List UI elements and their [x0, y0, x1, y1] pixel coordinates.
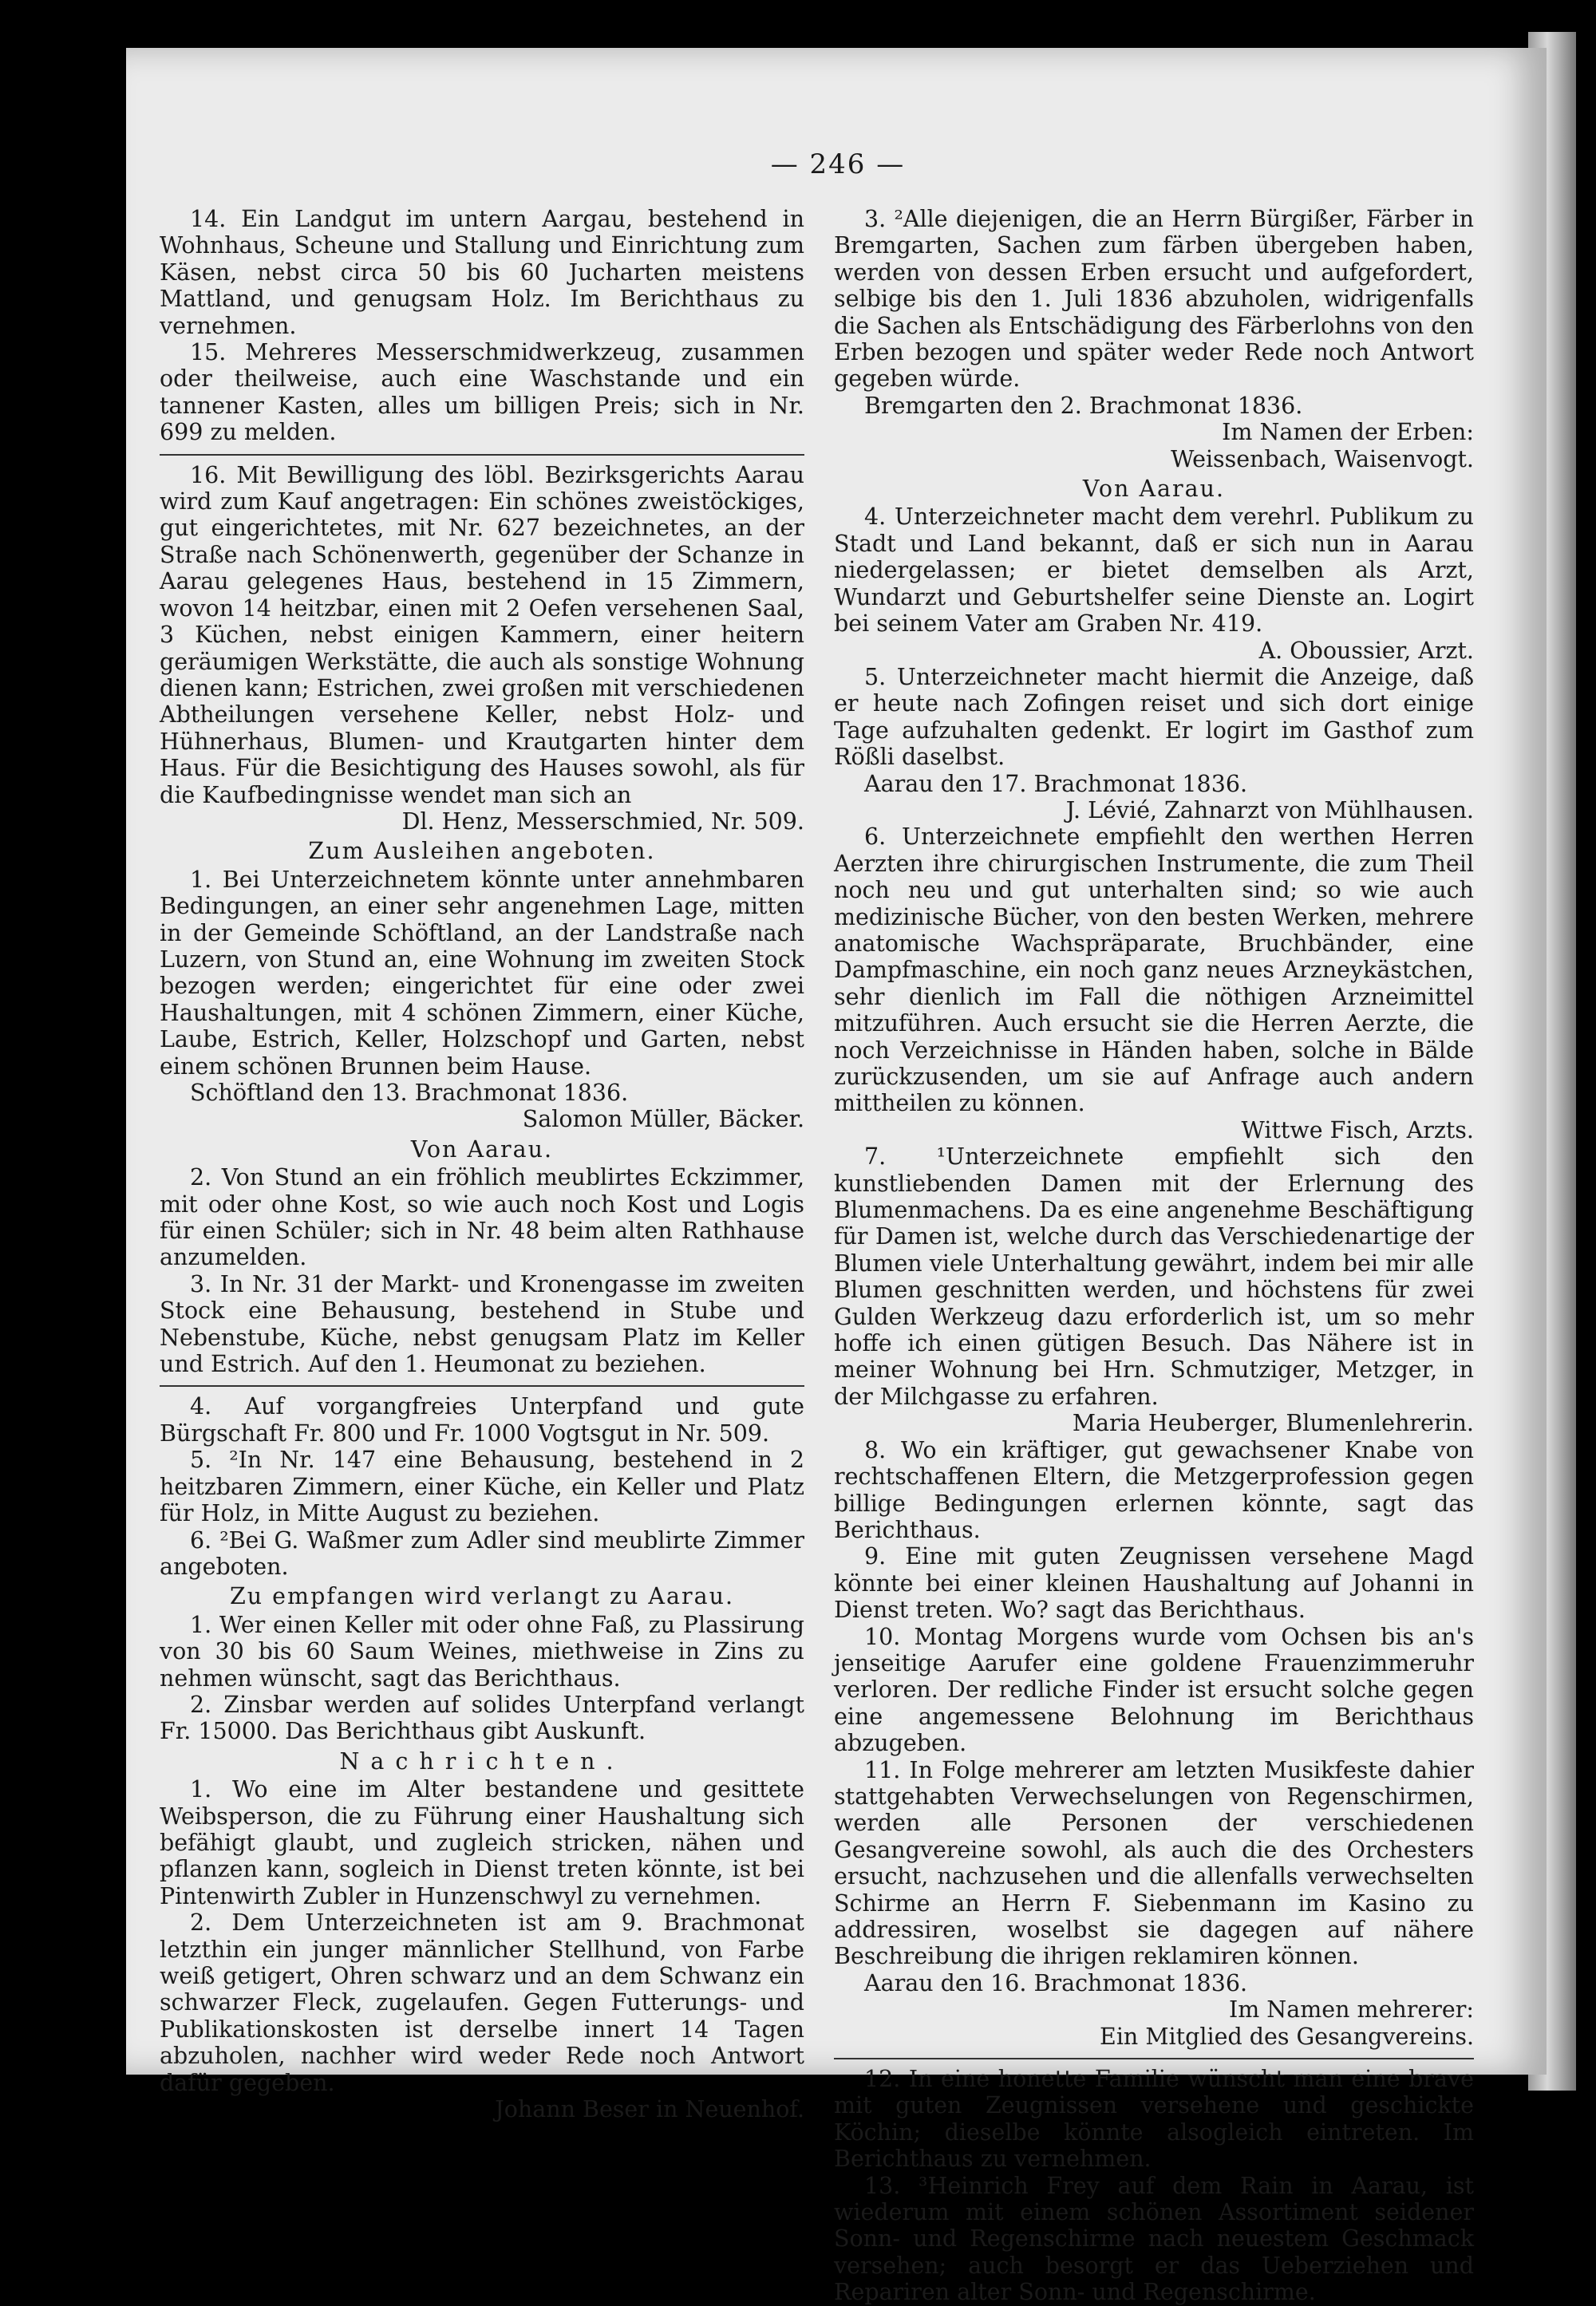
- news-7-signature: Maria Heuberger, Blumenlehrerin.: [1072, 1410, 1474, 1437]
- news-4-signature: A. Oboussier, Arzt.: [1258, 637, 1474, 664]
- news-11-date: Aarau den 16. Brachmonat 1836.: [864, 1969, 1248, 1996]
- news-item-13: 13. ³Heinrich Frey auf dem Rain in Aarau, ist wiederum mit einem schönen Assortiment seidener Sonn- und Regenschirme nach neuestem Geschmack versehen; auch besorgt er das Ueberziehen und Repariren alter Sonn- und Regenschirme.: [834, 2172, 1474, 2306]
- section-heading-lend: Zum Ausleihen angeboten.: [308, 838, 656, 865]
- news-item-5: 5. Unterzeichneter macht hiermit die Anzeige, daß er heute nach Zofingen reiset und sich dort einige Tage aufzuhalten gedenkt. Er logirt im Gasthof zum Rößli daselbst.: [834, 663, 1474, 771]
- ad-16-signature: Dl. Henz, Messerschmied, Nr. 509.: [401, 807, 804, 835]
- lend-item-5: 5. ²In Nr. 147 eine Behausung, bestehend in 2 heitzbaren Zimmern, einer Küche, ein Keller und Platz für Holz, in Mitte August zu beziehen.: [160, 1447, 804, 1527]
- lend-1-signature: Salomon Müller, Bäcker.: [522, 1106, 804, 1133]
- news-item-2: 2. Dem Unterzeichneten ist am 9. Brachmonat letzthin ein junger männlicher Stellhund, von Farbe weiß getigert, Ohren schwarz und an dem Schwanz ein schwarzer Fleck, zugelaufen. Gegen Futterungs- und Publikationskosten ist derselbe innert 14 Tagen abzuholen, nachher wird weder Rede noch Antwort dafür gegeben.: [160, 1909, 804, 2096]
- lend-item-6: 6. ²Bei G. Waßmer zum Adler sind meublirte Zimmer angeboten.: [160, 1526, 804, 1580]
- news-item-1: 1. Wo eine im Alter bestandene und gesittete Weibsperson, die zu Führung einer Haushaltung sich befähigt glaubt, und zugleich stricken, nähen und pflanzen kann, sogleich in Dienst treten könnte, ist bei Pintenwirth Zubler in Hunzenschwyl zu vernehmen.: [160, 1776, 804, 1909]
- news-item-12: 12. In eine honette Familie wünscht man eine brave mit guten Zeugnissen versehene und geschickte Köchin; dieselbe könnte alsogleich eintreten. Im Berichthaus zu vernehmen.: [834, 2066, 1474, 2173]
- news-item-8: 8. Wo ein kräftiger, gut gewachsener Knabe von rechtschaffenen Eltern, die Metzgerprofession gegen billige Bedingungen erlernen könnte, sagt das Berichthaus.: [834, 1436, 1474, 1543]
- section-heading-borrow: Zu empfangen wird verlangt zu Aarau.: [229, 1583, 735, 1610]
- news-item-3: 3. ²Alle diejenigen, die an Herrn Bürgißer, Färber in Bremgarten, Sachen zum färben übergeben haben, werden von dessen Erben ersucht und aufgefordert, selbige bis den 1. Juli 1836 abzuholen, widrigenfalls die Sachen als Entschädigung des Färberlohns von den Erben bezogen und später weder Rede noch Antwort gegeben würde.: [834, 206, 1474, 393]
- divider-rule: [160, 454, 804, 456]
- left-column: [160, 206, 804, 2122]
- page-number: — 246 —: [770, 148, 906, 180]
- news-5-date: Aarau den 17. Brachmonat 1836.: [864, 770, 1248, 797]
- news-item-7: 7. ¹Unterzeichnete empfiehlt sich den kunstliebenden Damen mit der Erlernung des Blumenmachens. Da es eine angenehme Beschäftigung für Damen ist, welche durch das Verschiedenartige der Blumen viele Unterhaltung gewährt, indem bei mir alle Blumen geschnitten werden, und höchstens für zwei Gulden Werkzeug dazu erforderlich ist, um so mehr hoffe ich einen gütigen Besuch. Das Nähere ist in meiner Wohnung bei Hrn. Schmutziger, Metzger, in der Milchgasse zu erfahren.: [834, 1143, 1474, 1410]
- news-3-date: Bremgarten den 2. Brachmonat 1836.: [864, 392, 1303, 419]
- section-heading-news: Nachrichten.: [339, 1747, 625, 1775]
- subheading-from-aarau: Von Aarau.: [1082, 476, 1226, 503]
- news-3-signature-line-1: Im Namen der Erben:: [1222, 419, 1474, 446]
- news-item-6: 6. Unterzeichnete empfiehlt den werthen Herren Aerzten ihre chirurgischen Instrumente, die zum Theil noch neu und gut unterhalten sind; so wie auch medizinische Bücher, von den besten Werken, mehrere anatomische Wachspräparate, Bruchbänder, eine Dampfmaschine, ein noch ganz neues Arzneykästchen, sehr dienlich im Fall die nöthigen Arzneimittel mitzuführen. Auch ersucht sie die Herren Aerzte, die noch Verzeichnisse in Händen haben, solche in Bälde zurückzusenden, um sie auf Anfrage auch andern mittheilen zu können.: [834, 823, 1474, 1117]
- news-item-11: 11. In Folge mehrerer am letzten Musikfeste dahier stattgehabten Verwechselungen von Regenschirmen, werden alle Personen der verschiedenen Gesangvereine sowohl, als auch die des Orchesters ersucht, nachzusehen und die allenfalls verwechselten Schirme an Herrn F. Siebenmann im Kasino zu addressiren, woselbst sie dagegen auf nähere Beschreibung die ihrigen reklamiren können.: [834, 1756, 1474, 1970]
- lend-item-2: 2. Von Stund an ein fröhlich meublirtes Eckzimmer, mit oder ohne Kost, so wie auch noch Kost und Logis für einen Schüler; sich in Nr. 48 beim alten Rathhause anzumelden.: [160, 1164, 804, 1271]
- ad-item-16: 16. Mit Bewilligung des löbl. Bezirksgerichts Aarau wird zum Kauf angetragen: Ein schönes zweistöckiges, gut eingerichtetes, mit Nr. 627 bezeichnetes, an der Straße nach Schönenwerth, gegenüber der Schanze in Aarau gelegenes Haus, bestehend in 15 Zimmern, wovon 14 heitzbar, einen mit 2 Oefen versehenen Saal, 3 Küchen, nebst einigen Kammern, einer heitern geräumigen Werkstätte, die auch als sonstige Wohnung dienen kann; Estrichen, zwei großen mit verschiedenen Abtheilungen versehene Keller, nebst Holz- und Hühnerhaus, Blumen- und Krautgarten hinter dem Haus. Für die Besichtigung des Hauses sowohl, als für die Kaufbedingnisse wendet man sich an: [160, 461, 804, 808]
- news-6-signature: Wittwe Fisch, Arzts.: [1241, 1116, 1474, 1143]
- ad-item-15: 15. Mehreres Messerschmidwerkzeug, zusammen oder theilweise, auch eine Waschstande und ein tannener Kasten, alles um billigen Preis; sich in Nr. 699 zu melden.: [160, 339, 804, 446]
- news-3-signature-line-2: Weissenbach, Waisenvogt.: [1171, 445, 1474, 472]
- news-item-4: 4. Unterzeichneter macht dem verehrl. Publikum zu Stadt und Land bekannt, daß er sich nun in Aarau niedergelassen; er bietet demselben als Arzt, Wundarzt und Geburtshelfer seine Dienste an. Logirt bei seinem Vater am Graben Nr. 419.: [834, 503, 1474, 638]
- divider-rule: [834, 2058, 1474, 2059]
- news-item-9: 9. Eine mit guten Zeugnissen versehene Magd könnte bei einer kleinen Haushaltung auf Johanni in Dienst treten. Wo? sagt das Berichthaus.: [834, 1543, 1474, 1624]
- subheading-from-aarau: Von Aarau.: [410, 1135, 554, 1163]
- lend-item-4: 4. Auf vorgangfreies Unterpfand und gute Bürgschaft Fr. 800 und Fr. 1000 Vogtsgut in Nr. 509.: [160, 1393, 804, 1447]
- borrow-item-2: 2. Zinsbar werden auf solides Unterpfand verlangt Fr. 15000. Das Berichthaus gibt Auskunft.: [160, 1691, 804, 1745]
- news-5-signature: J. Lévié, Zahnarzt von Mühlhausen.: [1065, 796, 1474, 823]
- lend-1-date: Schöftland den 13. Brachmonat 1836.: [190, 1080, 629, 1106]
- divider-rule: [160, 1385, 804, 1387]
- lend-item-1: 1. Bei Unterzeichnetem könnte unter annehmbaren Bedingungen, an einer sehr angenehmen Lage, mitten in der Gemeinde Schöftland, an der Landstraße nach Luzern, von Stund an, eine Wohnung im zweiten Stock bezogen werden; eingerichtet für eine oder zwei Haushaltungen, mit 4 schönen Zimmern, einer Küche, Laube, Estrich, Keller, Holzschopf und Garten, nebst einem schönen Brunnen beim Hause.: [160, 866, 804, 1080]
- ad-item-14: 14. Ein Landgut im untern Aargau, bestehend in Wohnhaus, Scheune und Stallung und Einrichtung zum Käsen, nebst circa 50 bis 60 Jucharten meistens Mattland, und genugsam Holz. Im Berichthaus zu vernehmen.: [160, 206, 804, 339]
- news-item-10: 10. Montag Morgens wurde vom Ochsen bis an's jenseitige Aarufer eine goldene Frauenzimmeruhr verloren. Der redliche Finder ist ersucht solche gegen eine angemessene Belohnung im Berichthaus abzugeben.: [834, 1623, 1474, 1757]
- news-11-signature-line-1: Im Namen mehrerer:: [1228, 1996, 1474, 2024]
- borrow-item-1: 1. Wer einen Keller mit oder ohne Faß, zu Plassirung von 30 bis 60 Saum Weines, miethweise in Zins zu nehmen wünscht, sagt das Berichthaus.: [160, 1611, 804, 1692]
- news-11-signature-line-2: Ein Mitglied des Gesangvereins.: [1100, 2023, 1474, 2050]
- lend-item-3: 3. In Nr. 31 der Markt- und Kronengasse im zweiten Stock eine Behausung, bestehend in Stube und Nebenstube, Küche, nebst genugsam Platz im Keller und Estrich. Auf den 1. Heumonat zu beziehen.: [160, 1270, 804, 1378]
- right-column: [834, 206, 1474, 2306]
- news-2-signature: Johann Beser in Neuenhof.: [495, 2096, 804, 2123]
